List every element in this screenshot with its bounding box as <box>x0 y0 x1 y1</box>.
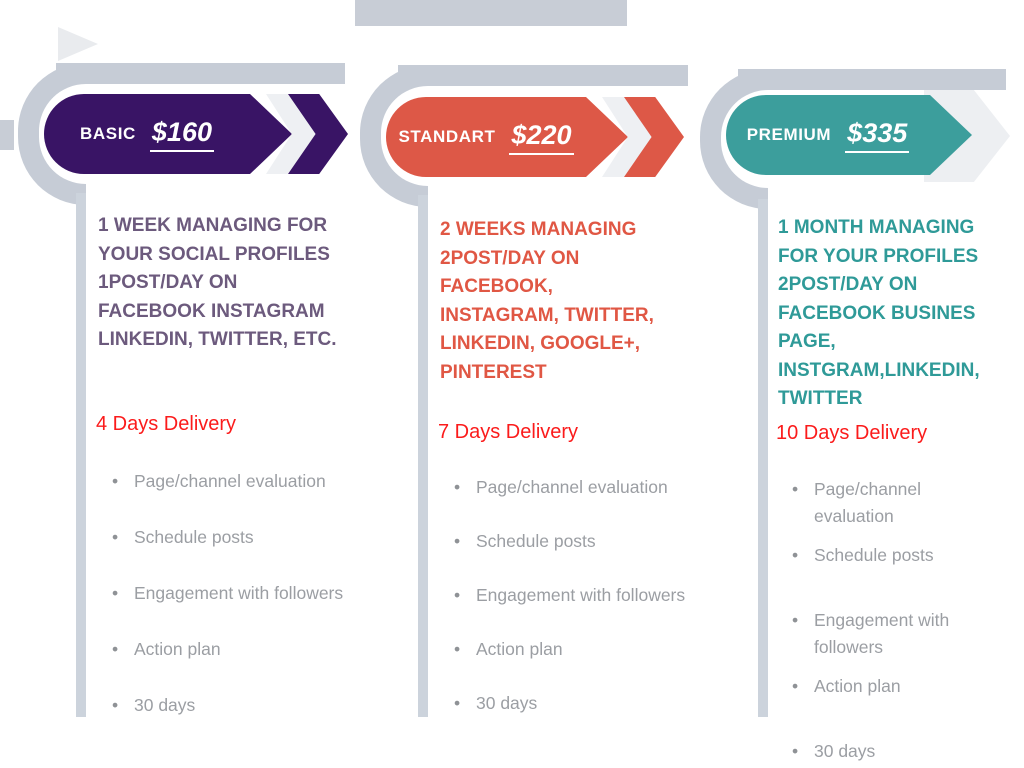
triangle-icon <box>58 27 98 61</box>
tier-premium-pill[interactable] <box>726 95 930 175</box>
description-line: INSTAGRAM, TWITTER, <box>440 304 654 326</box>
tier-name-label: PREMIUM <box>746 125 832 144</box>
gray-rail-shape <box>758 199 768 717</box>
tier-premium-delivery: 10 Days Delivery <box>776 422 928 444</box>
top-bar-shape <box>355 0 627 26</box>
description-line: TWITTER <box>778 388 863 409</box>
tier-price-label: $220 <box>509 120 573 155</box>
feature-item: • 30 days <box>790 738 990 765</box>
tier-standart-delivery: 7 Days Delivery <box>438 421 579 443</box>
feature-item: • Engagement with followers <box>452 582 732 609</box>
feature-item: • Action plan <box>790 673 990 700</box>
feature-item: • Engagement with followers <box>110 580 390 607</box>
feature-item: • Schedule posts <box>110 524 390 551</box>
chevron-point-shape <box>930 95 972 175</box>
feature-item: • 30 days <box>452 690 732 717</box>
tier-name-label: STANDART <box>398 127 496 146</box>
gray-arm-shape <box>56 63 345 84</box>
description-line: LINKEDIN, TWITTER, ETC. <box>98 329 337 350</box>
gray-arm-shape <box>398 65 688 86</box>
feature-item: • Action plan <box>452 636 732 663</box>
description-line: FACEBOOK INSTAGRAM <box>98 300 325 322</box>
feature-item: • Engagement with followers <box>790 607 990 661</box>
tier-price-label: $335 <box>845 118 909 153</box>
tier-premium-description <box>778 214 1008 414</box>
tier-standart-description <box>440 216 685 387</box>
feature-item: • Schedule posts <box>790 542 990 569</box>
feature-item: • 30 days <box>110 692 390 719</box>
tier-name-label: BASIC <box>80 124 136 143</box>
tier-standart-feature-list <box>452 474 732 744</box>
description-line: FACEBOOK, <box>440 276 553 297</box>
description-line: PINTEREST <box>440 361 547 383</box>
description-line: 1POST/DAY ON <box>98 272 238 293</box>
description-line: 2POST/DAY ON <box>778 274 918 295</box>
description-line: LINKEDIN, GOOGLE+, <box>440 333 641 354</box>
tier-premium-feature-list <box>790 476 990 768</box>
feature-item: • Page/channel evaluation <box>110 468 390 495</box>
feature-item: • Schedule posts <box>452 528 732 555</box>
description-line: PAGE, <box>778 331 836 352</box>
description-line: 1 MONTH MANAGING <box>778 217 975 238</box>
feature-item: • Action plan <box>110 636 390 663</box>
tier-basic-header[interactable] <box>44 94 348 174</box>
tier-standart-header[interactable] <box>386 97 684 177</box>
description-line: FOR YOUR PROFILES <box>778 245 979 267</box>
feature-item: • Page/channel evaluation <box>790 476 990 530</box>
gray-rail-shape <box>418 195 428 717</box>
tier-basic-delivery: 4 Days Delivery <box>96 413 237 435</box>
tier-premium-header[interactable] <box>726 95 972 175</box>
description-line: INSTGRAM,LINKEDIN, <box>778 359 980 381</box>
tier-price-label: $160 <box>150 117 214 152</box>
gray-arm-shape <box>738 69 1006 90</box>
tier-basic-feature-list <box>110 468 390 748</box>
description-line: FACEBOOK BUSINES <box>778 302 976 324</box>
tier-basic-description <box>98 212 353 355</box>
feature-item: • Page/channel evaluation <box>452 474 732 501</box>
tier-standart-pill[interactable] <box>386 97 586 177</box>
description-line: YOUR SOCIAL PROFILES <box>98 243 330 265</box>
gray-rail-shape <box>76 193 86 717</box>
description-line: 1 WEEK MANAGING FOR <box>98 215 328 236</box>
description-line: 2POST/DAY ON <box>440 247 580 269</box>
description-line: 2 WEEKS MANAGING <box>440 219 637 240</box>
tier-basic-pill[interactable] <box>44 94 250 174</box>
left-edge-tab-shape <box>0 120 14 150</box>
